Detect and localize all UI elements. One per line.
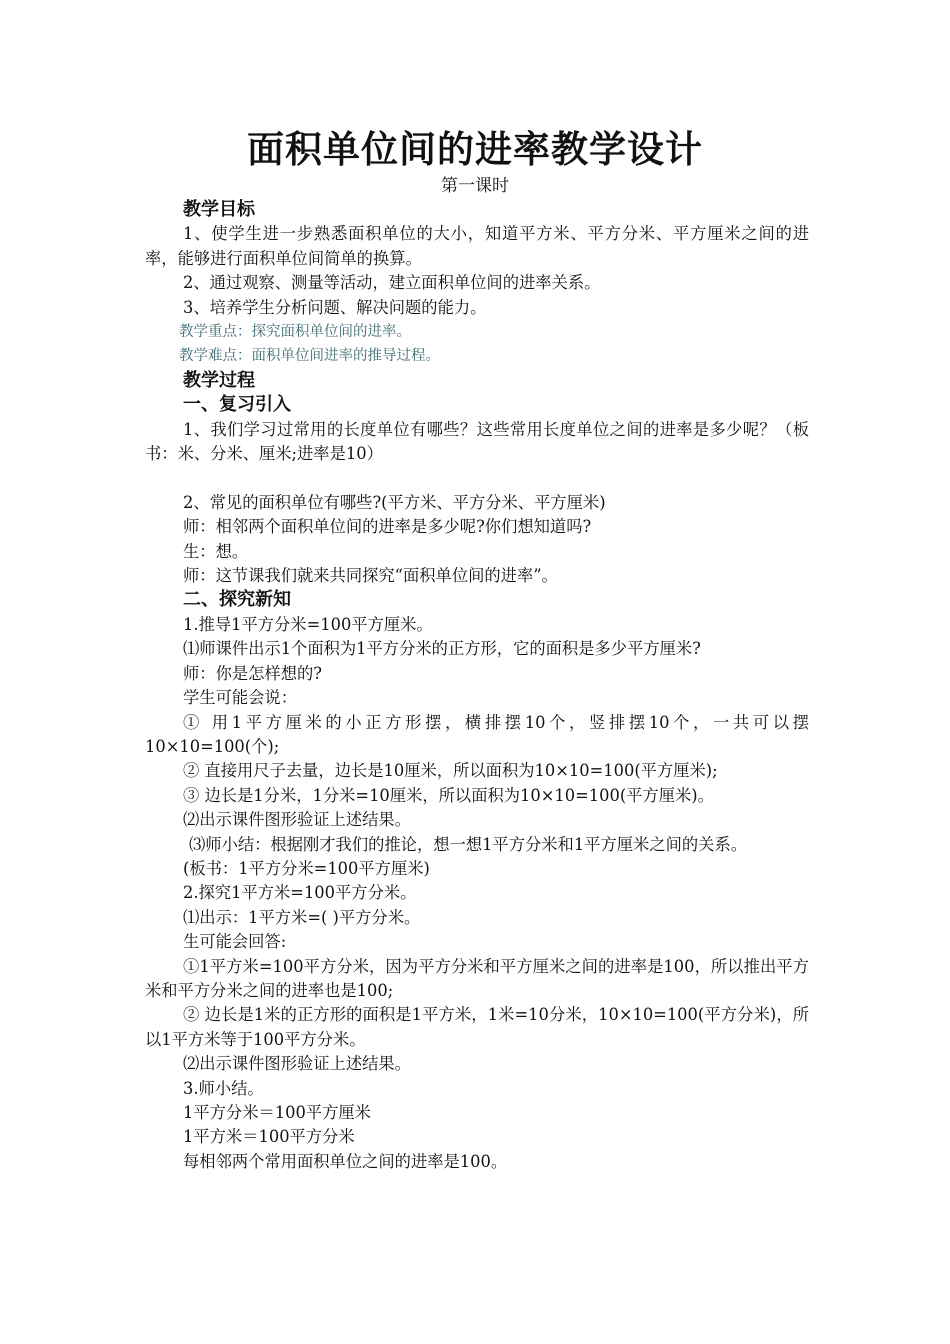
part1-question-2: 2、常见的面积单位有哪些?(平方米、平方分米、平方厘米) bbox=[183, 492, 606, 512]
difficult-point: 教学难点：面积单位间进率的推导过程。 bbox=[179, 348, 440, 365]
step-2-d: ② 边长是1米的正方形的面积是1平方米，1米=10分米，10×10=100(平方分米)，所以1平方米等于100平方分米。 bbox=[145, 1005, 809, 1049]
student-line-1: 生：想。 bbox=[183, 541, 249, 561]
step-3-a: 1平方分米＝100平方厘米 bbox=[183, 1103, 371, 1123]
goal-1: 1、使学生进一步熟悉面积单位的大小，知道平方米、平方分米、平方厘米之间的进率，能够进行面积单位间简单的换算。 bbox=[145, 224, 809, 268]
step-2-c: ①1平方米=100平方分米，因为平方分米和平方厘米之间的进率是100，所以推出平方米和平方分米之间的进率也是100; bbox=[145, 956, 809, 1000]
doc-title: 面积单位间的进率教学设计 bbox=[247, 128, 703, 171]
step-1-b: 师：你是怎样想的? bbox=[183, 663, 322, 683]
step-2-b: 生可能会回答: bbox=[183, 932, 287, 952]
step-1-e: ② 直接用尺子去量，边长是10厘米，所以面积为10×10=100(平方厘米); bbox=[183, 761, 718, 781]
part1-question-1: 1、我们学习过常用的长度单位有哪些？这些常用长度单位之间的进率是多少呢？（板书：米、分米、厘米;进率是10） bbox=[145, 419, 809, 464]
step-1-g: ⑵出示课件图形验证上述结果。 bbox=[183, 810, 411, 830]
step-2: 2.探究1平方米=100平方分米。 bbox=[183, 883, 417, 903]
doc-subtitle: 第一课时 bbox=[441, 176, 509, 196]
goal-2: 2、通过观察、测量等活动，建立面积单位间的进率关系。 bbox=[183, 273, 601, 293]
step-1-f: ③ 边长是1分米，1分米=10厘米，所以面积为10×10=100(平方厘米)。 bbox=[183, 785, 714, 805]
step-1-i: (板书：1平方分米=100平方厘米) bbox=[183, 858, 430, 878]
step-2-a: ⑴出示：1平方米=( )平方分米。 bbox=[183, 907, 421, 927]
step-1-d: ① 用1平方厘米的小正方形摆，横排摆10个，竖排摆10个，一共可以摆10×10=100(个); bbox=[145, 712, 809, 756]
blank-line bbox=[145, 466, 809, 490]
goal-3: 3、培养学生分析问题、解决问题的能力。 bbox=[183, 297, 487, 317]
part2-heading: 二、探究新知 bbox=[183, 589, 291, 611]
teacher-line-1: 师：相邻两个面积单位间的进率是多少呢?你们想知道吗? bbox=[183, 517, 592, 537]
step-1-h: ⑶师小结：根据刚才我们的推论，想一想1平方分米和1平方厘米之间的关系。 bbox=[189, 834, 748, 854]
doc-body bbox=[145, 198, 809, 1174]
step-3: 3.师小结。 bbox=[183, 1078, 264, 1098]
section-heading-goal: 教学目标 bbox=[183, 199, 255, 220]
teacher-line-2: 师：这节课我们就来共同探究“面积单位间的进率”。 bbox=[183, 566, 558, 586]
step-1-a: ⑴师课件出示1个面积为1平方分米的正方形，它的面积是多少平方厘米? bbox=[183, 639, 701, 659]
step-1: 1.推导1平方分米=100平方厘米。 bbox=[183, 614, 433, 634]
section-heading-process: 教学过程 bbox=[183, 369, 255, 391]
step-3-c: 每相邻两个常用面积单位之间的进率是100。 bbox=[183, 1151, 508, 1171]
step-1-c: 学生可能会说： bbox=[183, 688, 297, 708]
key-point: 教学重点：探究面积单位间的进率。 bbox=[179, 324, 411, 341]
part1-heading: 一、复习引入 bbox=[183, 394, 291, 416]
step-3-b: 1平方米＝100平方分米 bbox=[183, 1127, 355, 1147]
step-2-e: ⑵出示课件图形验证上述结果。 bbox=[183, 1054, 411, 1074]
